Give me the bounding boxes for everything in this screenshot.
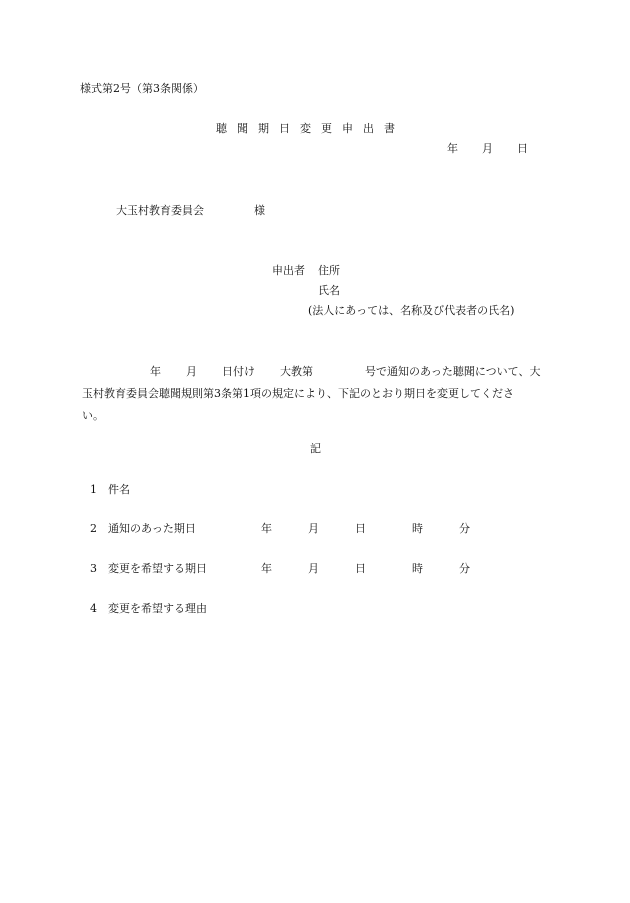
title-char: 申 xyxy=(342,122,353,135)
item-label: 通知のあった期日 xyxy=(108,522,196,535)
item-number: 2 xyxy=(90,522,97,535)
title-char: 書 xyxy=(384,122,395,135)
date-month: 月 xyxy=(482,142,493,155)
applicant-name-label: 氏名 xyxy=(318,284,340,297)
title-char: 聞 xyxy=(237,122,248,135)
body-paragraph xyxy=(82,361,552,427)
body-line-1 xyxy=(90,361,552,383)
item-label: 変更を希望する期日 xyxy=(108,562,207,575)
addressee-name: 大玉村教育委員会 xyxy=(116,204,204,217)
date-year: 年 xyxy=(447,142,458,155)
item-number: 4 xyxy=(90,602,97,615)
item-number: 1 xyxy=(90,483,97,496)
body-line-3: い。 xyxy=(82,409,104,422)
body-doc-prefix: 大教第 xyxy=(280,365,313,378)
item-day: 日 xyxy=(355,522,366,535)
title-char: 出 xyxy=(363,122,374,135)
form-label: 様式第2号（第3条関係） xyxy=(80,82,204,95)
item-label: 変更を希望する理由 xyxy=(108,602,207,615)
applicant-label: 申出者 xyxy=(272,264,305,277)
item-year: 年 xyxy=(261,562,272,575)
title-char: 期 xyxy=(258,122,269,135)
title-char: 聴 xyxy=(216,122,227,135)
item-hour: 時 xyxy=(412,562,423,575)
item-hour: 時 xyxy=(412,522,423,535)
body-dated: 日付け xyxy=(222,365,255,378)
item-minute: 分 xyxy=(459,522,470,535)
title-char: 変 xyxy=(300,122,311,135)
date-day: 日 xyxy=(517,142,528,155)
item-minute: 分 xyxy=(459,562,470,575)
title-char: 日 xyxy=(279,122,290,135)
body-line-2: 玉村教育委員会聴聞規則第3条第1項の規定により、下記のとおり期日を変更してくださ xyxy=(82,387,514,400)
item-day: 日 xyxy=(355,562,366,575)
item-label: 件名 xyxy=(108,483,130,496)
document-title xyxy=(216,122,405,136)
applicant-address-label: 住所 xyxy=(318,264,340,277)
item-number: 3 xyxy=(90,562,97,575)
title-char: 更 xyxy=(321,122,332,135)
applicant-note: (法人にあっては、名称及び代表者の氏名) xyxy=(308,304,515,317)
item-month: 月 xyxy=(308,562,319,575)
item-month: 月 xyxy=(308,522,319,535)
body-line1-rest: 号で通知のあった聴聞について、大 xyxy=(365,365,541,378)
body-year: 年 xyxy=(150,365,161,378)
body-month: 月 xyxy=(186,365,197,378)
addressee-honorific: 様 xyxy=(254,204,265,217)
item-year: 年 xyxy=(261,522,272,535)
ki-label: 記 xyxy=(310,442,321,455)
